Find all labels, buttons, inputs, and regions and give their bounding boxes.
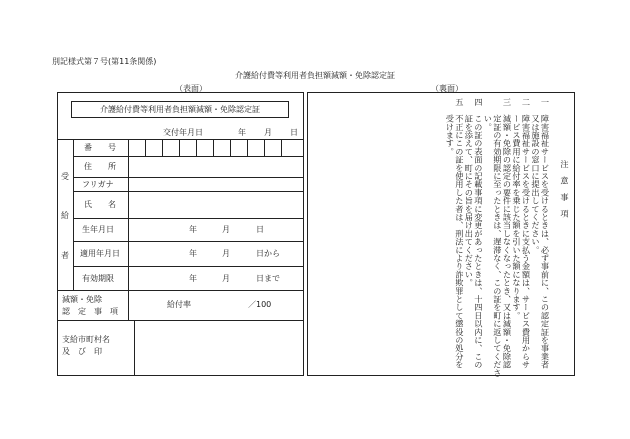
issue-month-unit: 月 <box>264 128 272 137</box>
note-4b: 証を添えて、町にその旨を届け出てください。 <box>464 98 475 287</box>
note-1a: 一 障害福祉サービスを受けるときは、必ず事前に、この認定証を事業者 <box>540 98 551 369</box>
birth-year-unit: 年 <box>189 225 197 234</box>
reduction-label-line2: 認 定 事 項 <box>62 307 118 316</box>
front-side-label: （表面） <box>175 84 207 93</box>
expiry-label: 有効期限 <box>82 274 114 283</box>
municipality-label-line2: 及 び 印 <box>62 347 102 356</box>
issue-day-unit: 日 <box>290 128 298 137</box>
municipality-label-line1: 支給市町村名 <box>62 335 110 344</box>
back-side-label: （裏面） <box>431 84 463 93</box>
reduction-label-line1: 減額・免除 <box>62 295 102 304</box>
birth-date-label: 生年月日 <box>82 225 114 234</box>
start-month-unit: 月 <box>222 249 230 258</box>
note-2a: 二 障害福祉サービスを受けるときに支払う金額は、サービス費用からサ <box>521 98 532 369</box>
form-reference: 別記様式第７号(第11条関係) <box>52 57 157 66</box>
page-title: 介護給付費等利用者負担額減額・免除認定証 <box>235 71 395 80</box>
name-label: 氏 名 <box>84 200 116 209</box>
notes-heading: 注 意 事 項 <box>560 160 570 218</box>
note-1b: 又は施設の窓口に提出してください。 <box>530 98 541 254</box>
benefit-rate-value: ／100 <box>248 300 272 309</box>
note-5b: 受けます。 <box>445 98 456 156</box>
recipient-char-3: 者 <box>61 251 69 260</box>
expiry-day-unit: 日まで <box>256 274 280 283</box>
birth-day-unit: 日 <box>256 225 264 234</box>
notes-columns <box>323 98 570 377</box>
recipient-char-2: 給 <box>61 211 69 220</box>
note-3c: い。 <box>483 98 494 131</box>
birth-month-unit: 月 <box>222 225 230 234</box>
issue-year-unit: 年 <box>238 128 246 137</box>
expiry-year-unit: 年 <box>189 274 197 283</box>
start-day-unit: 日から <box>256 249 280 258</box>
furigana-label: フリガナ <box>82 180 114 189</box>
number-label: 番 号 <box>84 143 116 152</box>
note-3a: 三 減額・免除の認定の要件に該当しなくなったとき、又は減額・免除認 <box>502 98 513 369</box>
recipient-char-1: 受 <box>61 172 69 181</box>
note-3b: 定証の有効期限に至ったときは、遅滞なく、この証を町に返してくださ <box>492 98 503 377</box>
benefit-rate-label: 給付率 <box>167 300 191 309</box>
expiry-month-unit: 月 <box>222 274 230 283</box>
note-4a: 四 この証の表面の記載事項に変更があったときは、十四日以内に、この <box>473 98 484 369</box>
address-label: 住 所 <box>84 162 116 171</box>
note-2b: ービス費用に給付率を乗じた額を引いた額になります。 <box>511 98 522 320</box>
certificate-title: 介護給付費等利用者負担額減額・免除認定証 <box>100 105 260 114</box>
note-5a: 五 不正にこの証を使用した者は、刑法により詐欺罪として懲役の処分を <box>454 98 465 369</box>
start-year-unit: 年 <box>189 249 197 258</box>
issue-date-label: 交付年月日 <box>163 128 203 137</box>
start-date-label: 適用年月日 <box>80 249 120 258</box>
